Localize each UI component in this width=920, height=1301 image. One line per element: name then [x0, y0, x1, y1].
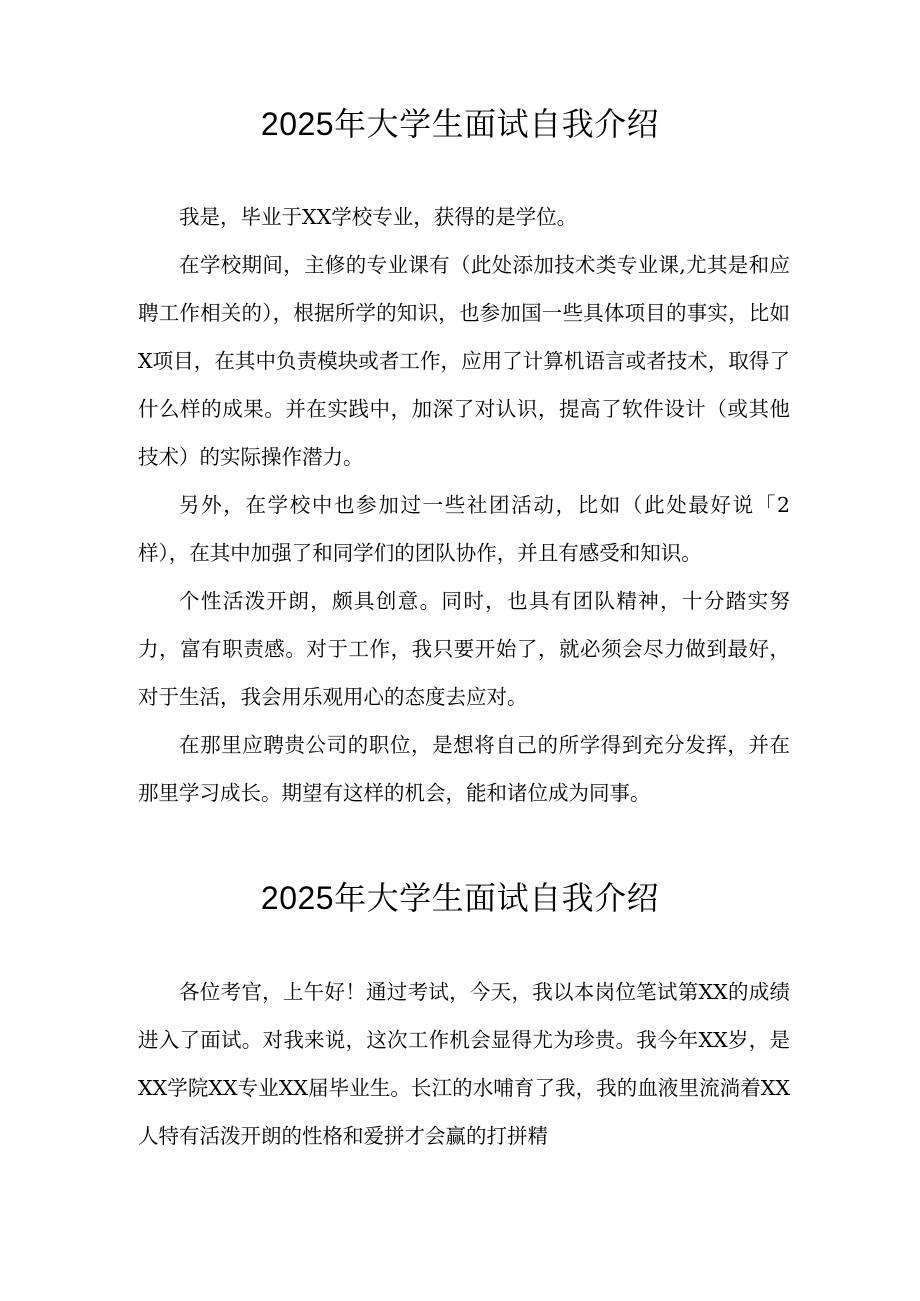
paragraph-intro: 我是，毕业于XX学校专业，获得的是学位。	[179, 205, 578, 229]
section-title: 2025年大学生面试自我介绍	[260, 880, 660, 916]
section-title: 2025年大学生面试自我介绍	[260, 106, 660, 142]
paragraph-personality: 个性活泼开朗，颇具创意。同时，也具有团队精神，十分踏实努力，富有职责感。对于工作，我只要开始了，就必须会尽力做到最好，对于生活，我会用乐观用心的态度去应对。	[138, 589, 790, 709]
paragraph-greeting: 各位考官，上午好！通过考试，今天，我以本岗位笔试第XX的成绩进入了面试。对我来说，这次工作机会显得尤为珍贵。我今年XX岁，是XX学院XX专业XX届毕业生。长江的水哺育了我，我的血液里流淌着XX人特有活泼开朗的性格和爱拼才会赢的打拼精	[138, 980, 790, 1148]
paragraph-courses: 在学校期间，主修的专业课有（此处添加技术类专业课,尤其是和应聘工作相关的），根据所学的知识，也参加国一些具体项目的事实，比如X项目，在其中负责模块或者工作，应用了计算机语言或者技术，取得了什么样的成果。并在实践中，加深了对认识，提高了软件设计（或其他技术）的实际操作潜力。	[138, 253, 790, 469]
paragraph-activities: 另外，在学校中也参加过一些社团活动，比如（此处最好说「2样），在其中加强了和同学们的团队协作，并且有感受和知识。	[138, 493, 790, 565]
paragraph-goal: 在那里应聘贵公司的职位，是想将自己的所学得到充分发挥，并在那里学习成长。期望有这样的机会，能和诸位成为同事。	[138, 733, 790, 805]
